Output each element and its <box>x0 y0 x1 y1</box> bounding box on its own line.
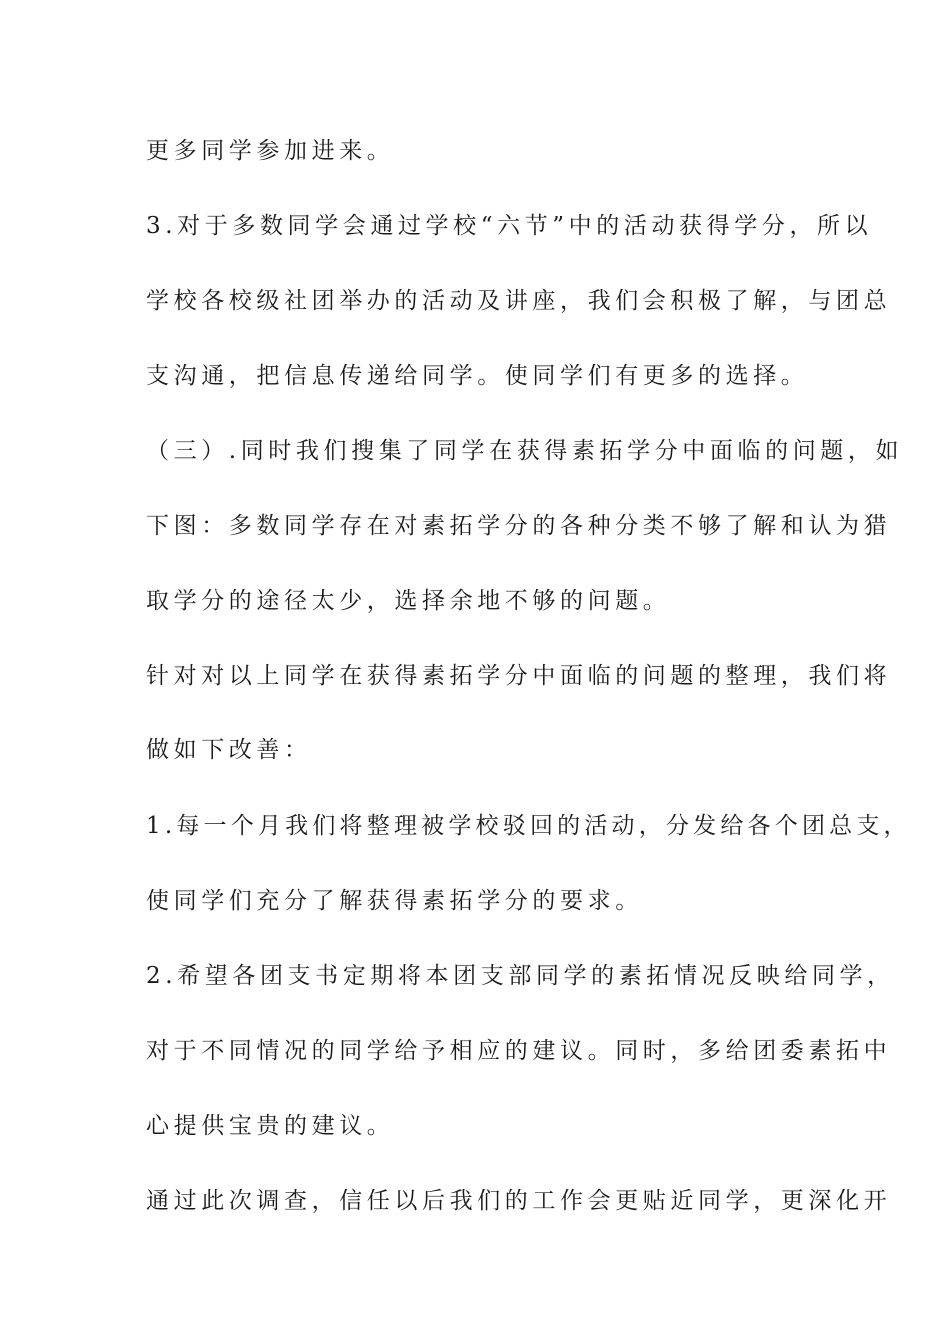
text-line: 做如下改善： <box>146 737 312 763</box>
text-line: 下图：多数同学存在对素拓学分的各种分类不够了解和认为猎 <box>146 513 892 539</box>
text-line: 使同学们充分了解获得素拓学分的要求。 <box>146 888 643 914</box>
text-line: 取学分的途径太少，选择余地不够的问题。 <box>146 588 671 614</box>
text-line: （三）.同时我们搜集了同学在获得素拓学分中面临的问题，如 <box>146 438 904 464</box>
text-line: 针对对以上同学在获得素拓学分中面临的问题的整理，我们将 <box>146 663 892 689</box>
text-line: 通过此次调查，信任以后我们的工作会更贴近同学，更深化开 <box>146 1188 892 1214</box>
text-line: 心提供宝贵的建议。 <box>146 1113 395 1139</box>
text-line: 3.对于多数同学会通过学校“六节”中的活动获得学分，所以 <box>146 213 873 239</box>
text-line: 对于不同情况的同学给予相应的建议。同时，多给团委素拓中 <box>146 1038 892 1064</box>
text-line: 支沟通，把信息传递给同学。使同学们有更多的选择。 <box>146 363 809 389</box>
text-line: 更多同学参加进来。 <box>146 138 395 164</box>
text-line: 学校各校级社团举办的活动及讲座，我们会积极了解，与团总 <box>146 288 892 314</box>
text-line: 1.每一个月我们将整理被学校驳回的活动，分发给各个团总支， <box>146 813 911 839</box>
text-line: 2.希望各团支书定期将本团支部同学的素拓情况反映给同学， <box>146 963 895 989</box>
